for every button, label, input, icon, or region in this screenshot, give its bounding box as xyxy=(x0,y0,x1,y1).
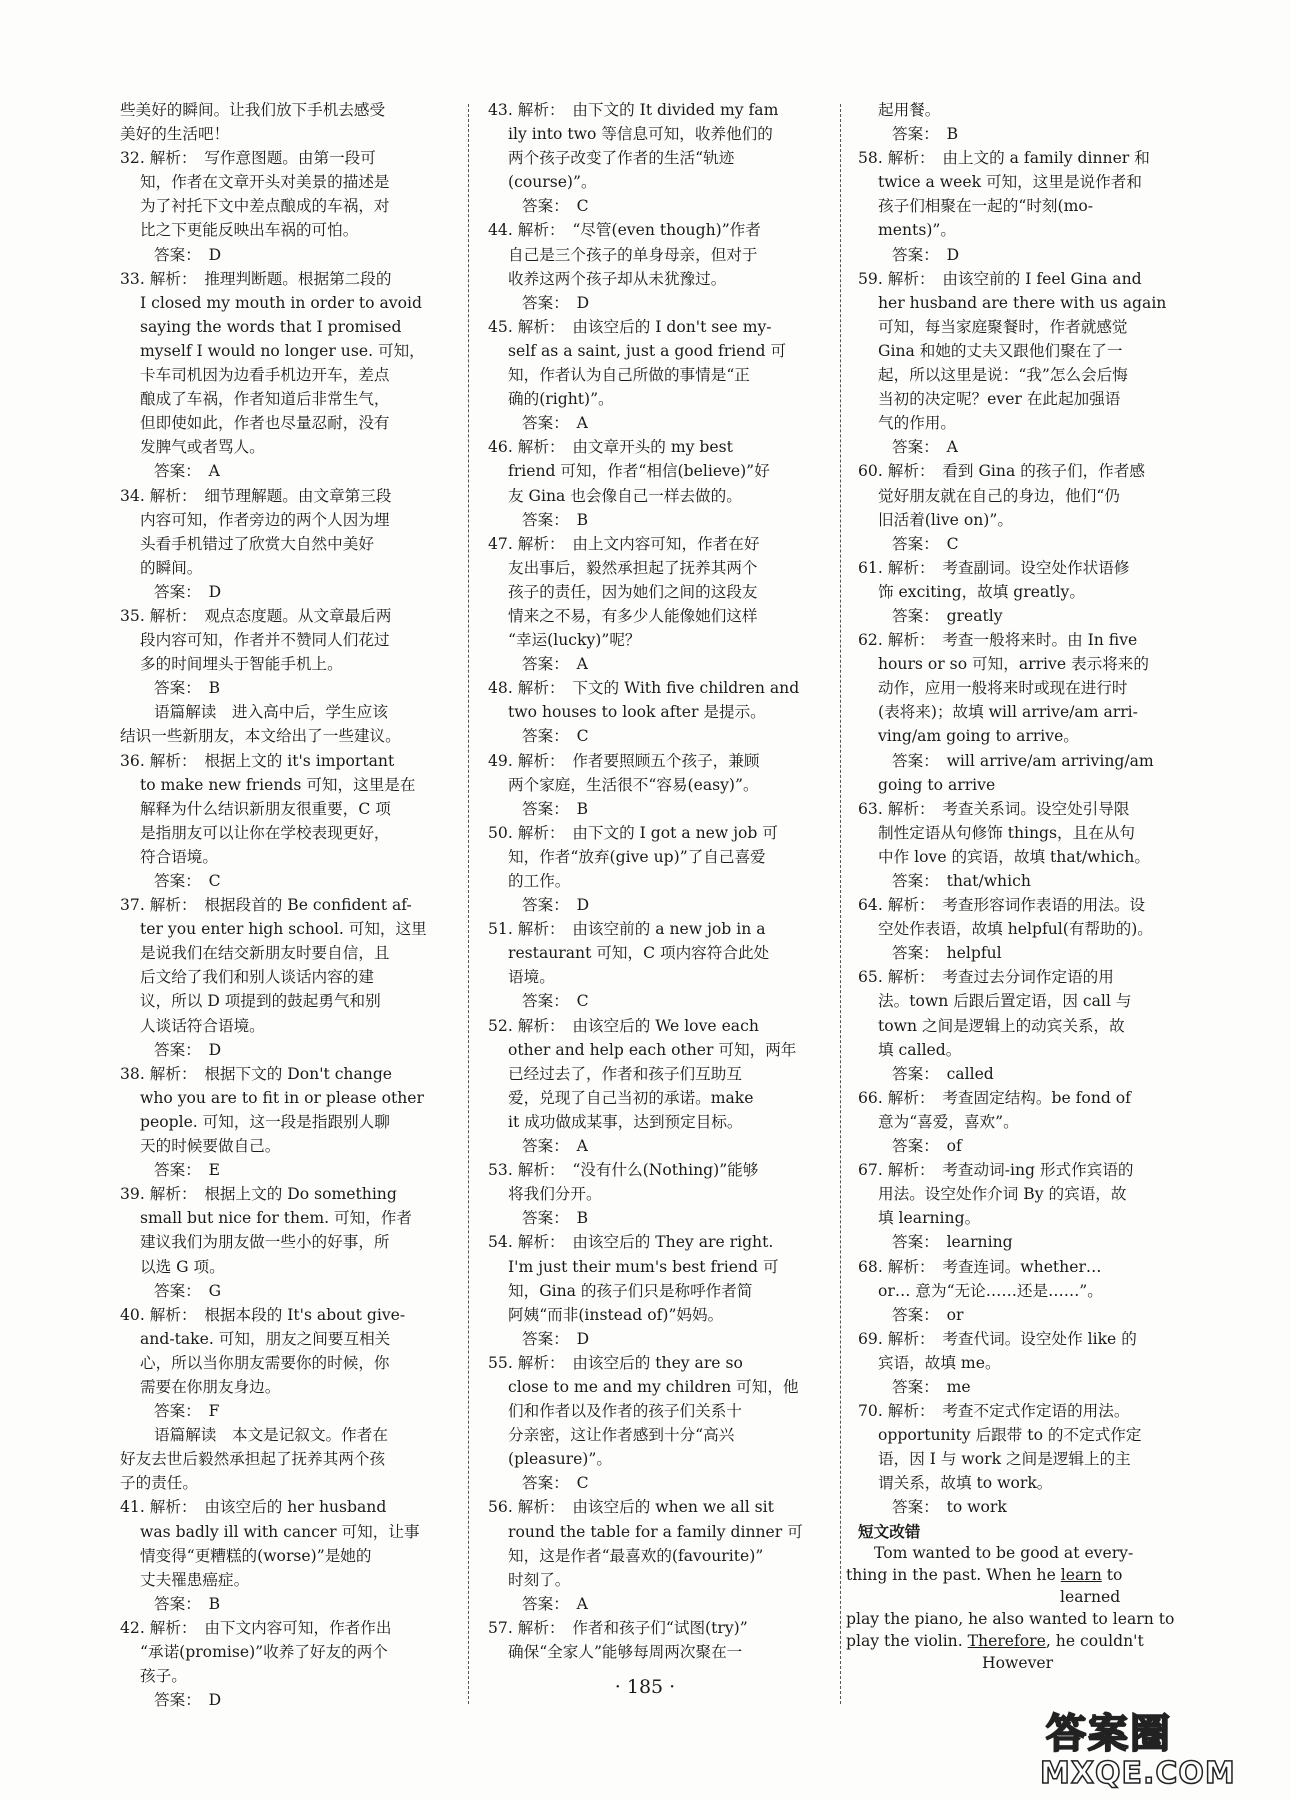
column-right xyxy=(858,98,1198,1544)
answer-line: 答案： that/which xyxy=(892,872,1031,890)
text-line: 知，Gina 的孩子们只是称呼作者简 xyxy=(508,1281,753,1300)
text-line: 但即使如此，作者也尽量忍耐，没有 xyxy=(140,414,390,433)
text-line: 语篇解读 进入高中后，学生应该 xyxy=(154,703,388,722)
answer-line: 答案： C xyxy=(522,727,589,746)
text-line: 子的责任。 xyxy=(120,1474,198,1493)
text-line: 美好的生活吧！ xyxy=(120,125,230,144)
answer-line: 答案： will arrive/am arriving/am xyxy=(892,751,1154,770)
text-line: 知，作者“放弃(give up)”了自己喜爱 xyxy=(508,847,766,866)
text-line: 确保“全家人”能够每周两次聚在一 xyxy=(508,1643,743,1661)
text-line: small but nice for them. 可知，作者 xyxy=(140,1209,412,1228)
column-divider xyxy=(840,104,841,1704)
answer-line: 答案： D xyxy=(154,245,222,264)
text-line: 语，因 I 与 work 之间是逻辑上的主 xyxy=(878,1450,1131,1469)
answer-line: 答案： B xyxy=(154,1594,221,1613)
text-line: 发脾气或者骂人。 xyxy=(140,438,265,457)
text-line: 46. 解析： 由文章开头的 my best xyxy=(488,438,733,457)
text-line: 58. 解析： 由上文的 a family dinner 和 xyxy=(858,149,1150,168)
text-line: close to me and my children 可知，他 xyxy=(508,1377,799,1396)
answer-line: 答案： G xyxy=(154,1281,222,1300)
passage-line: play the piano, he also wanted to learn to xyxy=(846,1610,1175,1628)
text-line: 48. 解析： 下文的 With five children and xyxy=(488,679,800,698)
text-line: 友出事后，毅然承担起了抚养其两个 xyxy=(508,558,758,577)
text-line: two houses to look after 是提示。 xyxy=(508,703,766,722)
text-line: 填 learning。 xyxy=(878,1209,981,1228)
text-line: I closed my mouth in order to avoid xyxy=(140,293,422,312)
text-line: 短文改错 xyxy=(858,1521,921,1541)
text-line: or… 意为“无论……还是……”。 xyxy=(878,1281,1103,1300)
text-line: 法。town 后跟后置定语，因 call 与 xyxy=(878,992,1132,1011)
answer-line: 答案： to work xyxy=(892,1498,1007,1517)
text-line: 起用餐。 xyxy=(878,101,941,119)
text-line: 64. 解析： 考查形容词作表语的用法。设 xyxy=(858,896,1146,915)
text-line: Gina 和她的丈夫又跟他们聚在了一 xyxy=(878,341,1123,360)
answer-line: 答案： A xyxy=(522,1594,588,1613)
text-line: 动作，应用一般将来时或现在进行时 xyxy=(878,679,1128,698)
text-line: 54. 解析： 由该空后的 They are right. xyxy=(488,1233,774,1252)
text-line: “幸运(lucky)”呢？ xyxy=(508,631,641,650)
answer-line: 答案： A xyxy=(154,462,220,481)
text-line: 人谈话符合语境。 xyxy=(140,1016,265,1035)
text-line: 50. 解析： 由下文的 I got a new job 可 xyxy=(488,823,778,842)
text-line: 53. 解析： “没有什么(Nothing)”能够 xyxy=(488,1161,759,1180)
answer-line: 答案： D xyxy=(522,896,590,915)
text-line: 中作 love 的宾语，故填 that/which。 xyxy=(878,847,1150,866)
passage-line xyxy=(846,1564,1206,1586)
answer-line: 答案： A xyxy=(522,414,588,433)
text-line: 议，所以 D 项提到的鼓起勇气和别 xyxy=(140,992,381,1011)
text-line: 33. 解析： 推理判断题。根据第二段的 xyxy=(120,269,392,288)
text-line: other and help each other 可知，两年 xyxy=(508,1040,797,1059)
answer-line: 答案： called xyxy=(892,1064,994,1083)
column-left xyxy=(120,98,450,1712)
text-line: 制性定语从句修饰 things，且在从句 xyxy=(878,823,1136,842)
text-line: ments)”。 xyxy=(878,221,956,240)
text-line: 孩子的责任，因为她们之间的这段友 xyxy=(508,582,758,601)
text-line: 知，作者在文章开头对美景的描述是 xyxy=(140,173,390,192)
passage-text: play the violin. xyxy=(846,1632,968,1650)
text-line: ily into two 等信息可知，收养他们的 xyxy=(508,125,773,144)
text-line: 70. 解析： 考查不定式作定语的用法。 xyxy=(858,1402,1130,1421)
text-line: 39. 解析： 根据上文的 Do something xyxy=(120,1185,397,1204)
text-line: 将我们分开。 xyxy=(508,1185,602,1204)
answer-line: 答案： D xyxy=(522,1329,590,1348)
error-word: Therefore xyxy=(967,1632,1046,1650)
text-line: “承诺(promise)”收养了好友的两个 xyxy=(140,1643,388,1661)
text-line: 67. 解析： 考查动词-ing 形式作宾语的 xyxy=(858,1161,1134,1180)
text-line: 34. 解析： 细节理解题。由文章第三段 xyxy=(120,486,392,505)
text-line: round the table for a family dinner 可 xyxy=(508,1522,803,1541)
watermark-logo xyxy=(1040,1700,1280,1796)
page-number: · 185 · xyxy=(614,1676,676,1698)
watermark-url: MXQE.COM xyxy=(1040,1756,1236,1791)
text-line: 孩子们相聚在一起的“时刻(mo- xyxy=(878,197,1094,216)
text-line: 后文给了我们和别人谈话内容的建 xyxy=(140,968,374,987)
text-line: 是说我们在结交新朋友时要自信，且 xyxy=(140,944,390,963)
answer-line: 答案： C xyxy=(522,992,589,1011)
text-line: 丈夫罹患癌症。 xyxy=(140,1570,250,1589)
text-line: 语篇解读 本文是记叙文。作者在 xyxy=(154,1426,388,1445)
answer-line: 答案： B xyxy=(522,510,589,529)
text-line: 61. 解析： 考查副词。设空处作状语修 xyxy=(858,558,1130,577)
text-line: 60. 解析： 看到 Gina 的孩子们，作者感 xyxy=(858,462,1145,481)
text-line: 62. 解析： 考查一般将来时。由 In five xyxy=(858,631,1138,650)
text-line: 49. 解析： 作者要照顾五个孩子，兼顾 xyxy=(488,751,760,770)
text-line: 37. 解析： 根据段首的 Be confident af- xyxy=(120,896,412,915)
answer-line: 答案： D xyxy=(522,293,590,312)
text-line: 52. 解析： 由该空后的 We love each xyxy=(488,1016,759,1035)
text-line: 两个家庭，生活很不“容易(easy)”。 xyxy=(508,775,759,794)
text-line: myself I would no longer use. 可知， xyxy=(140,341,425,360)
text-line: 收养这两个孩子却从未犹豫过。 xyxy=(508,269,727,288)
text-line: 气的作用。 xyxy=(878,414,956,433)
text-line: ving/am going to arrive。 xyxy=(878,727,1079,746)
text-line: 为了衬托下文中差点酿成的车祸，对 xyxy=(140,197,390,216)
answer-line: 答案： D xyxy=(154,1040,222,1059)
text-line: friend 可知，作者“相信(believe)”好 xyxy=(508,462,770,481)
text-line: 需要在你朋友身边。 xyxy=(140,1377,281,1396)
text-line: 空处作表语，故填 helpful(有帮助的)。 xyxy=(878,920,1153,939)
answer-line: 答案： B xyxy=(522,1209,589,1228)
text-line: 旧活着(live on)”。 xyxy=(878,510,1013,529)
text-line: 知，这是作者“最喜欢的(favourite)” xyxy=(508,1546,764,1565)
text-line: hours or so 可知，arrive 表示将来的 xyxy=(878,655,1149,674)
text-line: 内容可知，作者旁边的两个人因为埋 xyxy=(140,510,390,529)
text-line: 41. 解析： 由该空后的 her husband xyxy=(120,1498,387,1517)
text-line: it 成功做成某事，达到预定目标。 xyxy=(508,1112,743,1131)
text-line: 饰 exciting，故填 greatly。 xyxy=(878,582,1085,601)
text-line: restaurant 可知，C 项内容符合此处 xyxy=(508,944,770,963)
text-line: who you are to fit in or please other xyxy=(140,1088,424,1107)
text-line: and-take. 可知，朋友之间要互相关 xyxy=(140,1329,391,1348)
text-line: 好友去世后毅然承担起了抚养其两个孩 xyxy=(120,1450,386,1469)
answer-line: 答案： C xyxy=(522,1474,589,1493)
correction-word: However xyxy=(982,1654,1054,1672)
correction-word: learned xyxy=(1060,1588,1121,1606)
text-line: 47. 解析： 由上文内容可知，作者在好 xyxy=(488,534,760,553)
text-line: 建议我们为朋友做一些小的好事，所 xyxy=(140,1233,390,1252)
text-line: 69. 解析： 考查代词。设空处作 like 的 xyxy=(858,1329,1137,1348)
text-line: 以选 G 项。 xyxy=(140,1257,225,1276)
answer-line: 答案： me xyxy=(892,1377,971,1396)
error-correction-passage xyxy=(846,1542,1206,1674)
text-line: 比之下更能反映出车祸的可怕。 xyxy=(140,221,359,240)
answer-line: 答案： learning xyxy=(892,1233,1013,1252)
text-line: 44. 解析： “尽管(even though)”作者 xyxy=(488,221,761,240)
text-line: 43. 解析： 由下文的 It divided my fam xyxy=(488,101,779,119)
text-line: 可知，每当家庭聚餐时，作者就感觉 xyxy=(878,317,1128,336)
text-line: 65. 解析： 考查过去分词作定语的用 xyxy=(858,968,1114,987)
text-line: 心，所以当你朋友需要你的时候，你 xyxy=(140,1353,390,1372)
column-middle xyxy=(488,98,821,1664)
text-line: 63. 解析： 考查关系词。设空处引导限 xyxy=(858,799,1130,818)
answer-line: 答案： or xyxy=(892,1305,964,1324)
text-line: 起，所以这里是说：“我”怎么会后悔 xyxy=(878,366,1128,385)
passage-text: to xyxy=(1101,1566,1123,1584)
text-line: 57. 解析： 作者和孩子们“试图(try)” xyxy=(488,1618,748,1637)
text-line: 结识一些新朋友，本文给出了一些建议。 xyxy=(120,727,401,746)
answer-line: 答案： C xyxy=(154,872,221,890)
text-line: 天的时候要做自己。 xyxy=(140,1137,281,1156)
text-line: going to arrive xyxy=(878,775,996,794)
text-line: 56. 解析： 由该空后的 when we all sit xyxy=(488,1498,774,1517)
error-word: learn xyxy=(1060,1566,1102,1584)
text-line: 阿姨“而非(instead of)”妈妈。 xyxy=(508,1305,724,1324)
text-line: 头看手机错过了欣赏大自然中美好 xyxy=(140,534,374,553)
answer-line: 答案： A xyxy=(522,655,588,674)
text-line: 当初的决定呢？ever 在此起加强语 xyxy=(878,390,1121,409)
text-line: 语境。 xyxy=(508,968,555,987)
text-line: 两个孩子改变了作者的生活“轨迹 xyxy=(508,149,735,168)
text-line: 爱，兑现了自己当初的承诺。make xyxy=(508,1088,754,1107)
text-line: 宾语，故填 me。 xyxy=(878,1353,1001,1372)
answer-line: 答案： A xyxy=(892,438,958,457)
text-line: 多的时间埋头于智能手机上。 xyxy=(140,655,343,674)
text-line: her husband are there with us again xyxy=(878,293,1167,312)
text-line: 68. 解析： 考查连词。whether… xyxy=(858,1257,1102,1276)
text-line: 情变得“更糟糕的(worse)”是她的 xyxy=(140,1546,372,1565)
passage-line xyxy=(846,1630,1206,1652)
text-line: 知，作者认为自己所做的事情是“正 xyxy=(508,366,750,385)
text-line: (pleasure)”。 xyxy=(508,1450,612,1469)
passage-line: Tom wanted to be good at every- xyxy=(874,1544,1134,1562)
answer-line: 答案： helpful xyxy=(892,944,1002,963)
answer-line: 答案： B xyxy=(892,125,959,144)
text-line: 谓关系，故填 to work。 xyxy=(878,1474,1053,1493)
text-line: 确的(right)”。 xyxy=(508,390,614,409)
text-line: 酿成了车祸，作者知道后非常生气， xyxy=(140,390,390,409)
text-line: 的工作。 xyxy=(508,872,571,890)
text-line: 38. 解析： 根据下文的 Don't change xyxy=(120,1064,393,1083)
answer-line: 答案： B xyxy=(522,799,589,818)
text-line: self as a saint, just a good friend 可 xyxy=(508,341,787,360)
text-line: twice a week 可知，这里是说作者和 xyxy=(878,173,1142,192)
text-line: 36. 解析： 根据上文的 it's important xyxy=(120,751,395,770)
text-line: saying the words that I promised xyxy=(140,317,402,336)
text-line: 填 called。 xyxy=(878,1040,962,1059)
passage-text: thing in the past. When he xyxy=(846,1566,1061,1584)
text-line: (course)”。 xyxy=(508,173,597,192)
text-line: opportunity 后跟带 to 的不定式作定 xyxy=(878,1426,1142,1445)
text-line: 分亲密，这让作者感到十分“高兴 xyxy=(508,1426,735,1445)
text-line: 们和作者以及作者的孩子们关系十 xyxy=(508,1402,742,1421)
text-line: I'm just their mum's best friend 可 xyxy=(508,1257,779,1276)
text-line: 55. 解析： 由该空后的 they are so xyxy=(488,1353,743,1372)
answer-line: 答案： C xyxy=(892,534,959,553)
text-line: 孩子。 xyxy=(140,1667,187,1686)
text-line: 情来之不易，有多少人能像她们这样 xyxy=(508,606,758,625)
text-line: 解释为什么结识新朋友很重要，C 项 xyxy=(140,799,391,818)
text-line: 35. 解析： 观点态度题。从文章最后两 xyxy=(120,606,392,625)
text-line: 卡车司机因为边看手机边开车，差点 xyxy=(140,366,390,385)
text-line: 42. 解析： 由下文内容可知，作者作出 xyxy=(120,1618,392,1637)
passage-text: , he couldn't xyxy=(1045,1632,1144,1650)
text-line: 45. 解析： 由该空后的 I don't see my- xyxy=(488,317,772,336)
text-line: to make new friends 可知，这里是在 xyxy=(140,775,416,794)
text-line: 59. 解析： 由该空前的 I feel Gina and xyxy=(858,269,1142,288)
text-line: 51. 解析： 由该空前的 a new job in a xyxy=(488,920,766,939)
text-line: 32. 解析： 写作意图题。由第一段可 xyxy=(120,149,376,168)
answer-line: 答案： A xyxy=(522,1137,588,1156)
answer-line: 答案： D xyxy=(892,245,960,264)
answer-line: 答案： B xyxy=(154,679,221,698)
text-line: ter you enter high school. 可知，这里 xyxy=(140,920,427,939)
answer-line: 答案： E xyxy=(154,1161,220,1180)
answer-line: 答案： D xyxy=(154,582,222,601)
answer-line: 答案： F xyxy=(154,1402,220,1421)
text-line: people. 可知，这一段是指跟别人聊 xyxy=(140,1112,390,1131)
text-line: 是指朋友可以让你在学校表现更好， xyxy=(140,823,390,842)
text-line: 段内容可知，作者并不赞同人们花过 xyxy=(140,631,390,650)
text-line: 符合语境。 xyxy=(140,847,218,866)
column-divider xyxy=(468,104,469,1704)
text-line: 时刻了。 xyxy=(508,1570,571,1589)
text-line: 些美好的瞬间。让我们放下手机去感受 xyxy=(120,101,386,119)
text-line: 的瞬间。 xyxy=(140,558,203,577)
text-line: (表将来)；故填 will arrive/am arri- xyxy=(878,703,1138,722)
answer-line: 答案： D xyxy=(154,1691,222,1710)
answer-line: 答案： greatly xyxy=(892,606,1003,625)
text-line: 意为“喜爱，喜欢”。 xyxy=(878,1112,1019,1131)
text-line: 觉好朋友就在自己的身边，他们“仍 xyxy=(878,486,1120,505)
text-line: 40. 解析： 根据本段的 It's about give- xyxy=(120,1305,406,1324)
text-line: 已经过去了，作者和孩子们互助互 xyxy=(508,1064,742,1083)
text-line: 用法。设空处作介词 By 的宾语，故 xyxy=(878,1185,1127,1204)
text-line: 友 Gina 也会像自己一样去做的。 xyxy=(508,486,742,505)
text-line: 自己是三个孩子的单身母亲，但对于 xyxy=(508,245,758,264)
answer-line: 答案： of xyxy=(892,1137,962,1156)
answer-line: 答案： C xyxy=(522,197,589,216)
text-line: town 之间是逻辑上的动宾关系，故 xyxy=(878,1016,1125,1035)
text-line: was badly ill with cancer 可知，让事 xyxy=(140,1522,420,1541)
watermark-text: 答案圈 xyxy=(1046,1711,1172,1757)
text-line: 66. 解析： 考查固定结构。be fond of xyxy=(858,1088,1131,1107)
